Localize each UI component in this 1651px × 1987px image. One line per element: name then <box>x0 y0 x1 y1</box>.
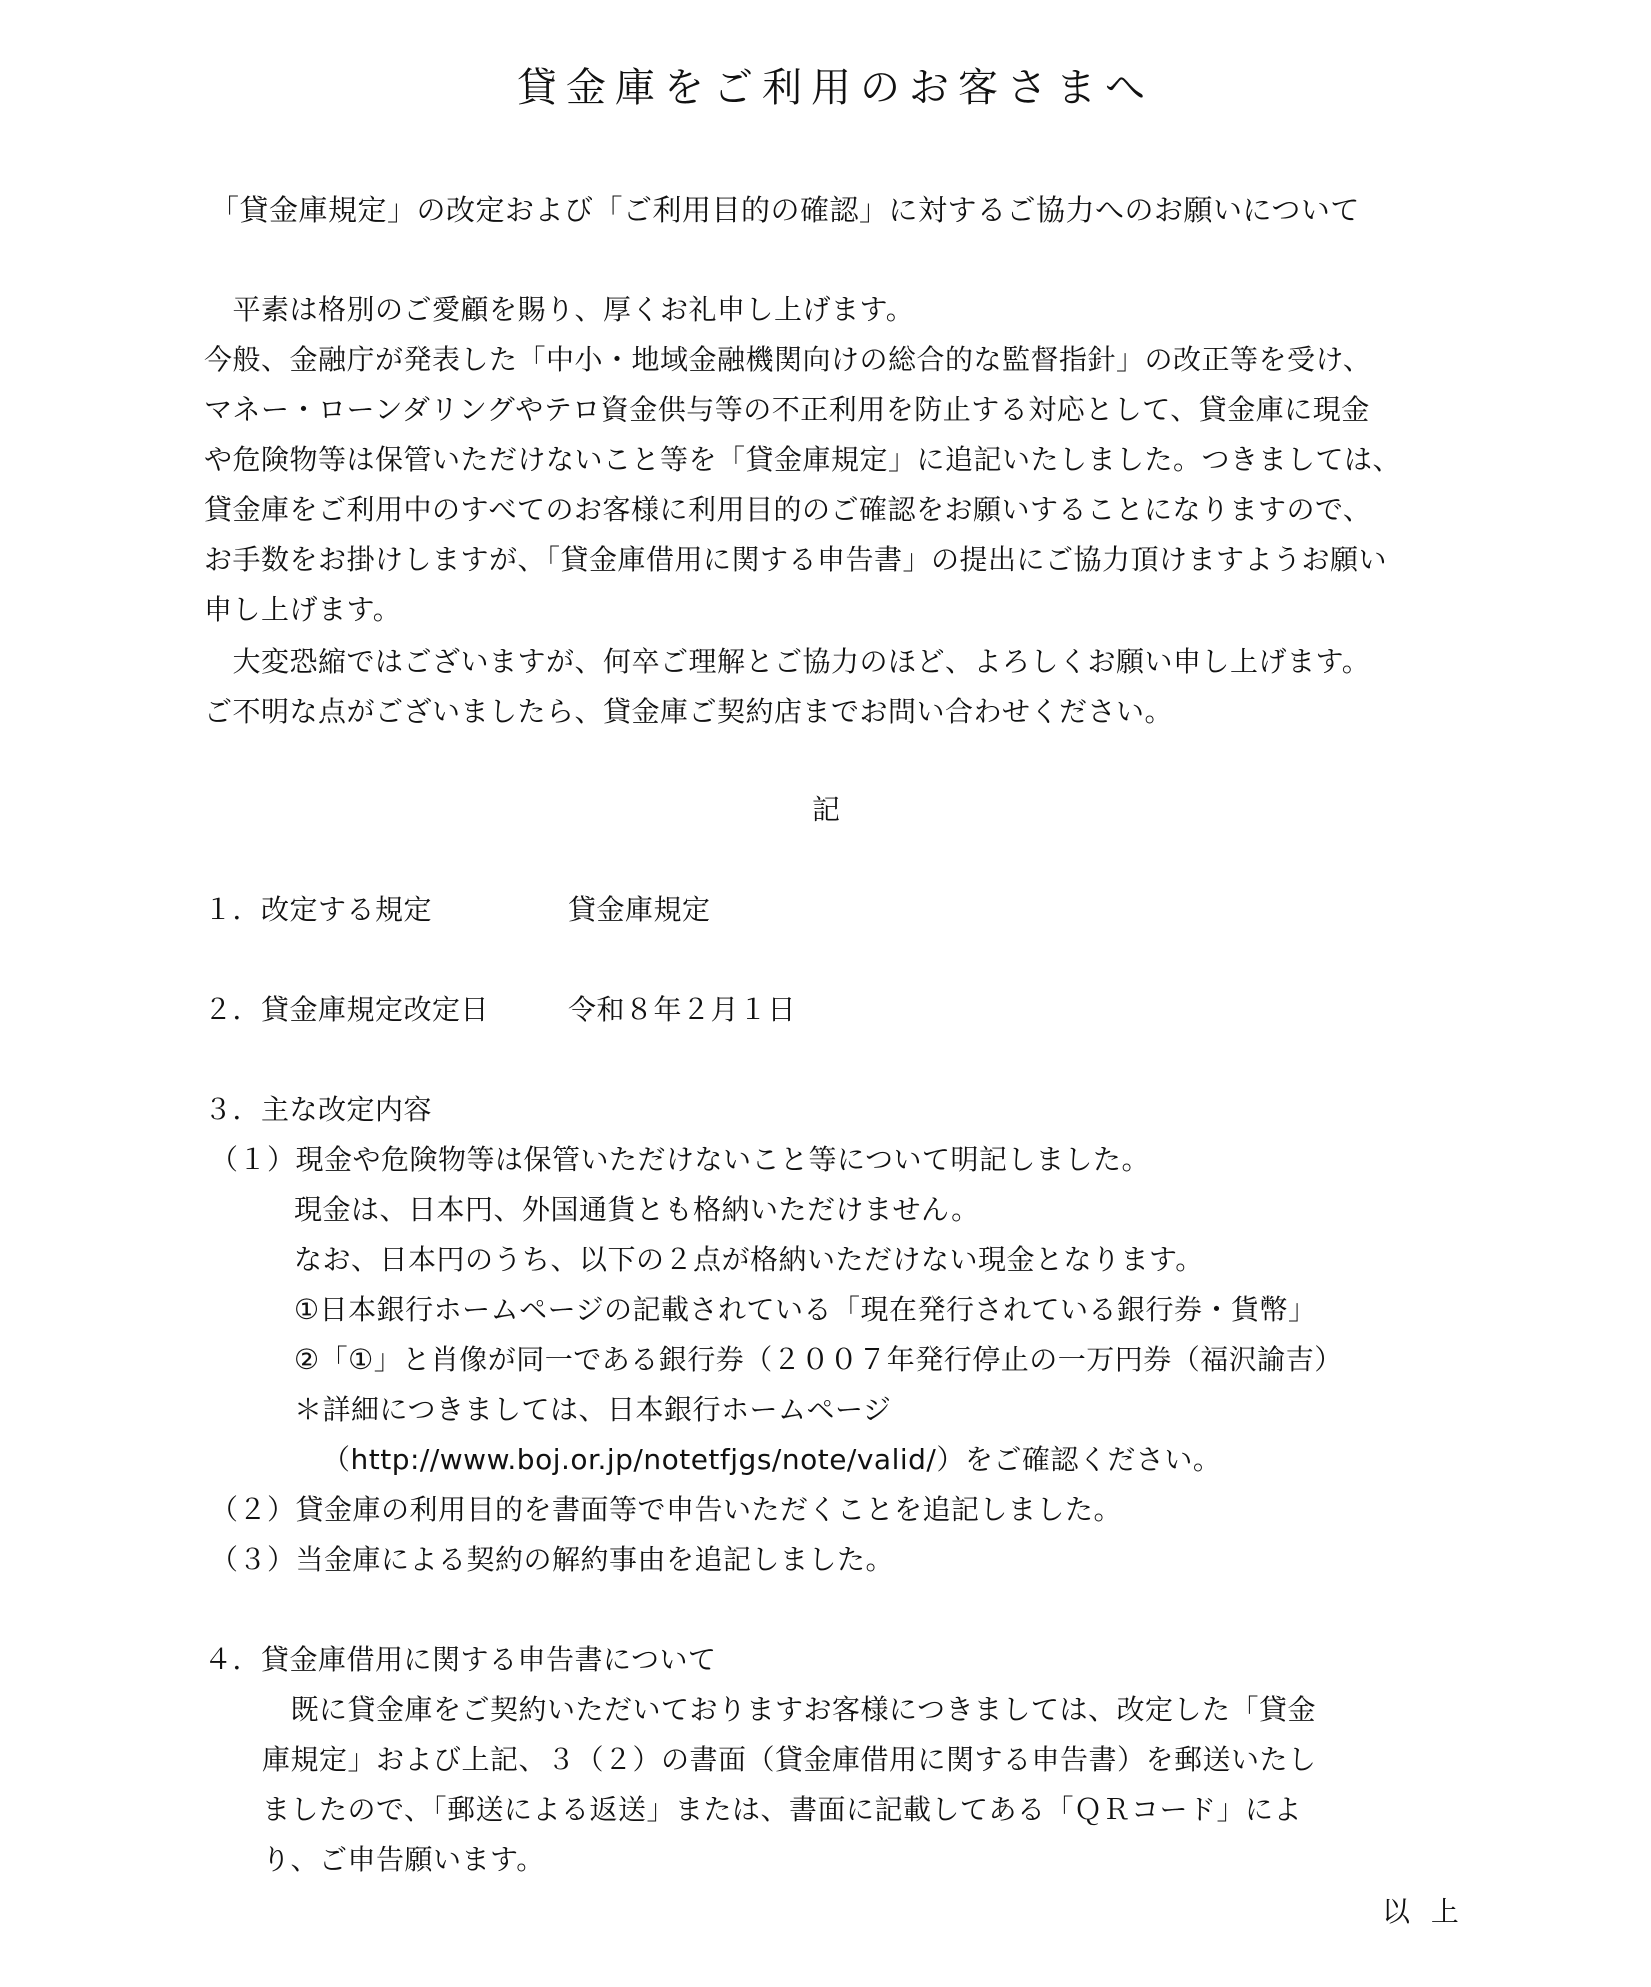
intro-line: ご不明な点がございましたら、貸金庫ご契約店までお問い合わせください。 <box>204 695 1174 728</box>
closing-mark: 以 上 <box>1382 1895 1465 1928</box>
intro-line: 大変恐縮ではございますが、何卒ご理解とご協力のほど、よろしくお願い申し上げます。 <box>204 645 1371 678</box>
item-3-line: （１）現金や危険物等は保管いただけないこと等について明記しました。 <box>210 1143 1150 1176</box>
document-subtitle: 「貸金庫規定」の改定および「ご利用目的の確認」に対するご協力へのお願いについて <box>210 193 1360 227</box>
item-1-value: 貸金庫規定 <box>568 893 711 926</box>
item-4-line: ましたので、「郵送による返送」または、書面に記載してある「ＱＲコード」によ <box>262 1793 1302 1826</box>
intro-line: 今般、金融庁が発表した「中小・地域金融機関向けの総合的な監督指針」の改正等を受け、 <box>204 343 1372 376</box>
document-title: 貸金庫をご利用のお客さまへ <box>517 65 1154 111</box>
intro-line: 申し上げます。 <box>204 593 402 626</box>
intro-line: 平素は格別のご愛顧を賜り、厚くお礼申し上げます。 <box>204 293 915 326</box>
item-4-line: り、ご申告願います。 <box>262 1843 545 1876</box>
item-3-line: 現金は、日本円、外国通貨とも格納いただけません。 <box>294 1193 980 1226</box>
item-3-line: ②「①」と肖像が同一である銀行券（２００７年発行停止の一万円券（福沢諭吉） <box>294 1343 1343 1376</box>
item-3-heading: ３．主な改定内容 <box>204 1093 433 1126</box>
ki-heading: 記 <box>812 793 841 826</box>
intro-line: 貸金庫をご利用中のすべてのお客様に利用目的のご確認をお願いすることになりますので、 <box>204 493 1372 526</box>
intro-line: や危険物等は保管いただけないこと等を「貸金庫規定」に追記いたしました。つきましては、 <box>204 443 1402 476</box>
intro-line: マネー・ローンダリングやテロ資金供与等の不正利用を防止する対応として、貸金庫に現金 <box>204 393 1370 426</box>
item-3-line: （３）当金庫による契約の解約事由を追記しました。 <box>210 1543 895 1576</box>
intro-line: お手数をお掛けしますが、「貸金庫借用に関する申告書」の提出にご協力頂けますようお願い <box>204 543 1388 576</box>
item-3-line: ①日本銀行ホームページの記載されている「現在発行されている銀行券・貨幣」 <box>294 1293 1317 1326</box>
item-4-heading: ４．貸金庫借用に関する申告書について <box>204 1643 717 1676</box>
item-4-line: 庫規定」および上記、３（２）の書面（貸金庫借用に関する申告書）を郵送いたし <box>262 1743 1317 1776</box>
item-3-line: ＊詳細につきましては、日本銀行ホームページ <box>294 1393 892 1426</box>
item-2-label: ２．貸金庫規定改定日 <box>204 993 490 1026</box>
item-1-label: １．改定する規定 <box>204 893 433 926</box>
item-4-line: 既に貸金庫をご契約いただいておりますお客様につきましては、改定した「貸金 <box>262 1693 1316 1726</box>
item-3-line: なお、日本円のうち、以下の２点が格納いただけない現金となります。 <box>294 1243 1204 1276</box>
item-3-url-line: （http://www.boj.or.jp/notetfjgs/note/valid/）をご確認ください。 <box>322 1443 1222 1476</box>
item-2-value: 令和８年２月１日 <box>568 993 797 1026</box>
item-3-line: （２）貸金庫の利用目的を書面等で申告いただくことを追記しました。 <box>210 1493 1123 1526</box>
